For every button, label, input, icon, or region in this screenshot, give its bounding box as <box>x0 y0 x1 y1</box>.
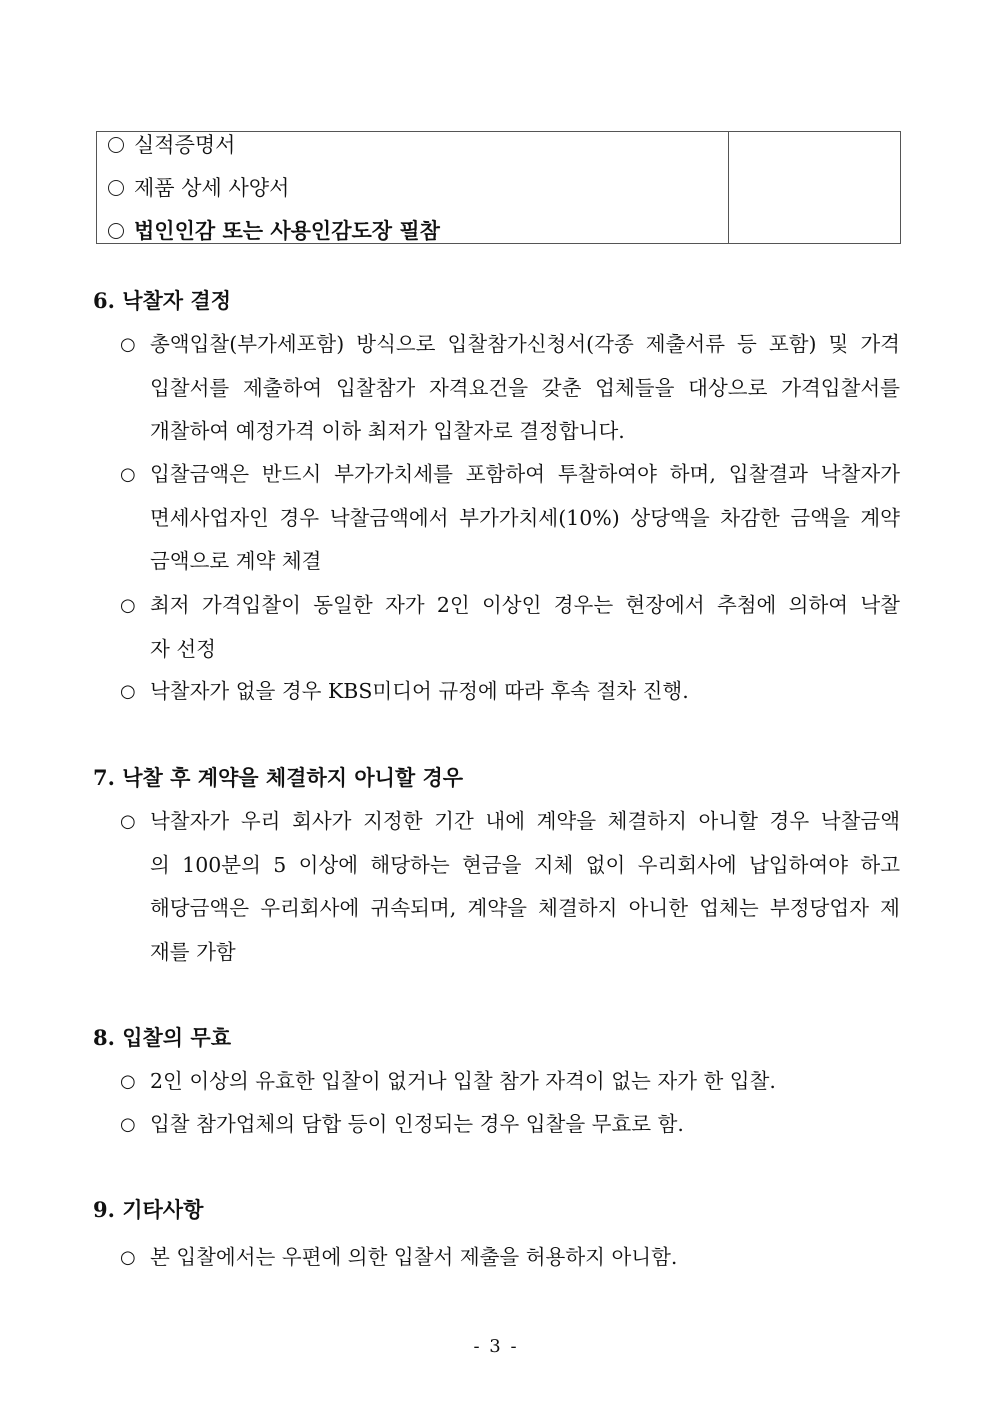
item-line: 낙찰자가 우리 회사가 지정한 기간 내에 계약을 체결하지 아니할 경우 낙찰금액 <box>150 809 900 833</box>
item-line: 의 100분의 5 이상에 해당하는 현금을 지체 없이 우리회사에 납입하여야 하고 <box>150 852 900 877</box>
list-item <box>120 453 900 584</box>
item-line: 입찰서를 제출하여 입찰참가 자격요건을 갖춘 업체들을 대상으로 가격입찰서를 <box>150 375 900 400</box>
list-item <box>120 323 900 454</box>
table-line <box>108 218 440 244</box>
circle-icon <box>108 180 124 196</box>
list-item <box>120 1236 900 1280</box>
table-line <box>108 175 289 201</box>
item-line: 본 입찰에서는 우편에 의한 입찰서 제출을 허용하지 아니함. <box>150 1245 678 1269</box>
item-line: 금액으로 계약 체결 <box>150 549 322 573</box>
list-item <box>120 800 900 974</box>
item-line: 해당금액은 우리회사에 귀속되며, 계약을 체결하지 아니한 업체는 부정당업자 제 <box>150 896 900 920</box>
table-line-text: 법인인감 또는 사용인감도장 필참 <box>134 218 440 243</box>
list-item <box>120 1060 900 1104</box>
item-line: 재를 가함 <box>150 939 236 964</box>
section-heading: 7. 낙찰 후 계약을 체결하지 아니할 경우 <box>93 765 464 790</box>
item-line: 개찰하여 예정가격 이하 최저가 입찰자로 결정합니다. <box>150 419 625 443</box>
bullet-icon: ○ <box>120 1247 136 1268</box>
table-line-text: 제품 상세 사양서 <box>134 176 290 200</box>
list-item <box>120 670 900 714</box>
section-heading: 8. 입찰의 무효 <box>93 1025 231 1050</box>
list-item <box>120 1103 900 1147</box>
bullet-icon: ○ <box>120 1071 136 1092</box>
item-line: 낙찰자가 없을 경우 KBS미디어 규정에 따라 후속 절차 진행. <box>150 679 689 703</box>
circle-icon <box>108 223 124 239</box>
item-line: 면세사업자인 경우 낙찰금액에서 부가가치세(10%) 상당액을 차감한 금액을 계약 <box>150 505 900 530</box>
item-line: 입찰 참가업체의 담합 등이 인정되는 경우 입찰을 무효로 함. <box>150 1112 684 1136</box>
bullet-icon: ○ <box>120 595 136 616</box>
list-item <box>120 584 900 671</box>
item-line: 자 선정 <box>150 636 216 661</box>
section-heading: 9. 기타사항 <box>93 1197 204 1222</box>
page-number: - 3 - <box>473 1336 519 1357</box>
table-line-text: 실적증명서 <box>134 133 236 157</box>
bullet-icon: ○ <box>120 681 136 702</box>
bullet-icon: ○ <box>120 334 136 355</box>
bullet-icon: ○ <box>120 1114 136 1135</box>
bullet-icon: ○ <box>120 464 136 485</box>
item-line: 2인 이상의 유효한 입찰이 없거나 입찰 참가 자격이 없는 자가 한 입찰. <box>150 1069 776 1093</box>
circle-icon <box>108 137 124 153</box>
item-line: 최저 가격입찰이 동일한 자가 2인 이상인 경우는 현장에서 추첨에 의하여 낙찰 <box>150 593 900 617</box>
table-line <box>108 132 235 158</box>
bullet-icon: ○ <box>120 811 136 832</box>
section-heading: 6. 낙찰자 결정 <box>93 288 231 313</box>
attachments-empty-cell <box>729 132 900 243</box>
item-line: 총액입찰(부가세포함) 방식으로 입찰참가신청서(각종 제출서류 등 포함) 및 가격 <box>150 332 900 356</box>
item-line: 입찰금액은 반드시 부가가치세를 포함하여 투찰하여야 하며, 입찰결과 낙찰자가 <box>150 462 900 486</box>
